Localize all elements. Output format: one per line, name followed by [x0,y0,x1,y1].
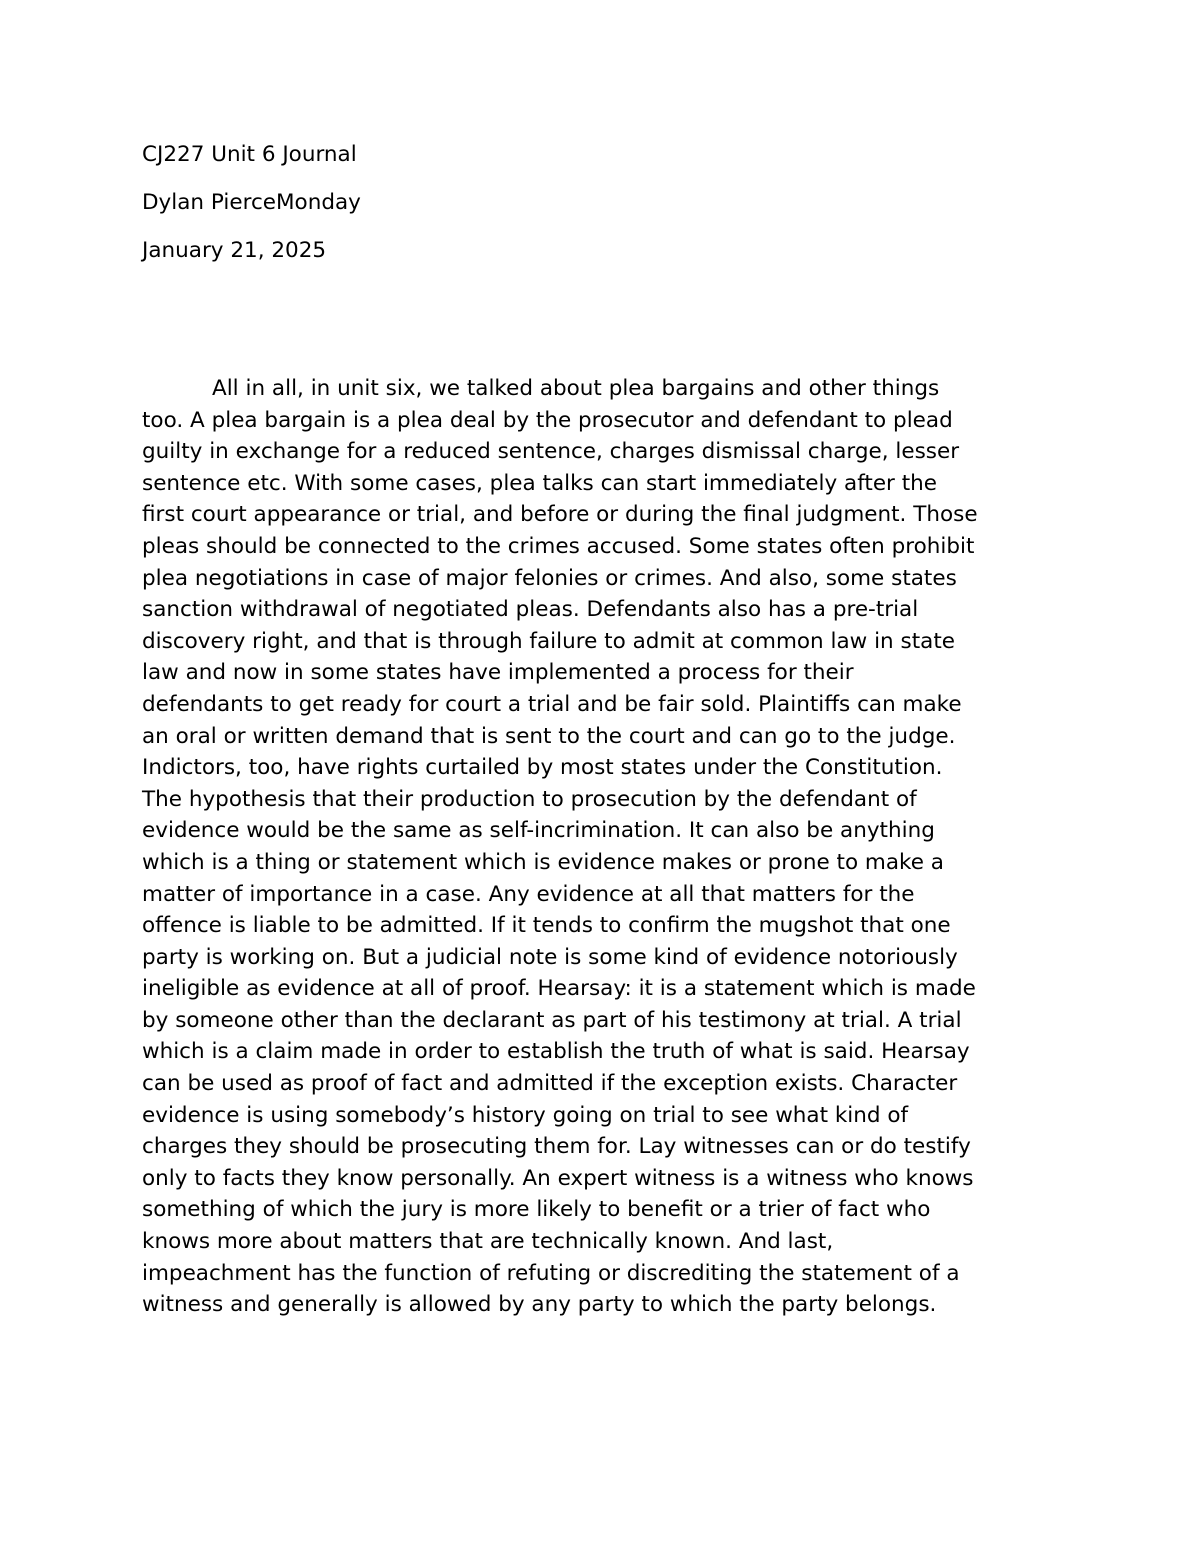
journal-paragraph [142,373,1082,1321]
paragraph-line: evidence is using somebody’s history going on trial to see what kind of [142,1102,909,1128]
paragraph-line: Indictors, too, have rights curtailed by most states under the Constitution. [142,755,943,781]
paragraph-line: evidence would be the same as self-incrimination. It can also be anything [142,818,935,844]
paragraph-line: which is a claim made in order to establish the truth of what is said. Hearsay [142,1039,970,1065]
paragraph-line: pleas should be connected to the crimes accused. Some states often prohibit [142,533,975,559]
date-line: January 21, 2025 [142,238,327,263]
paragraph-line: offence is liable to be admitted. If it tends to confirm the mugshot that one [142,913,951,939]
paragraph-line: sentence etc. With some cases, plea talks can start immediately after the [142,470,938,496]
paragraph-line: witness and generally is allowed by any party to which the party belongs. [142,1292,937,1318]
paragraph-line: impeachment has the function of refuting or discrediting the statement of a [142,1260,960,1286]
paragraph-line: plea negotiations in case of major felonies or crimes. And also, some states [142,565,957,591]
paragraph-line: first court appearance or trial, and before or during the final judgment. Those [142,502,978,528]
document-title: CJ227 Unit 6 Journal [142,142,357,167]
paragraph-line: discovery right, and that is through failure to admit at common law in state [142,628,955,654]
paragraph-line: ineligible as evidence at all of proof. Hearsay: it is a statement which is made [142,976,976,1002]
paragraph-line: guilty in exchange for a reduced sentence, charges dismissal charge, lesser [142,439,960,465]
paragraph-line: defendants to get ready for court a trial and be fair sold. Plaintiffs can make [142,691,962,717]
paragraph-line: which is a thing or statement which is evidence makes or prone to make a [142,849,944,875]
paragraph-line: an oral or written demand that is sent to the court and can go to the judge. [142,723,956,749]
paragraph-line: The hypothesis that their production to prosecution by the defendant of [142,786,917,812]
paragraph-line: matter of importance in a case. Any evidence at all that matters for the [142,881,915,907]
paragraph-line: knows more about matters that are technically known. And last, [142,1229,834,1255]
author-line: Dylan PierceMonday [142,190,361,215]
paragraph-line: All in all, in unit six, we talked about plea bargains and other things [212,376,940,401]
paragraph-line: something of which the jury is more likely to benefit or a trier of fact who [142,1197,931,1223]
paragraph-line: only to facts they know personally. An expert witness is a witness who knows [142,1165,974,1191]
paragraph-line: can be used as proof of fact and admitted if the exception exists. Character [142,1071,958,1097]
paragraph-line: too. A plea bargain is a plea deal by the prosecutor and defendant to plead [142,407,953,433]
paragraph-line: law and now in some states have implemented a process for their [142,660,854,686]
paragraph-line: party is working on. But a judicial note is some kind of evidence notoriously [142,944,958,970]
paragraph-line: sanction withdrawal of negotiated pleas. Defendants also has a pre-trial [142,597,919,623]
paragraph-line: by someone other than the declarant as part of his testimony at trial. A trial [142,1007,962,1033]
paragraph-line: charges they should be prosecuting them for. Lay witnesses can or do testify [142,1134,971,1160]
